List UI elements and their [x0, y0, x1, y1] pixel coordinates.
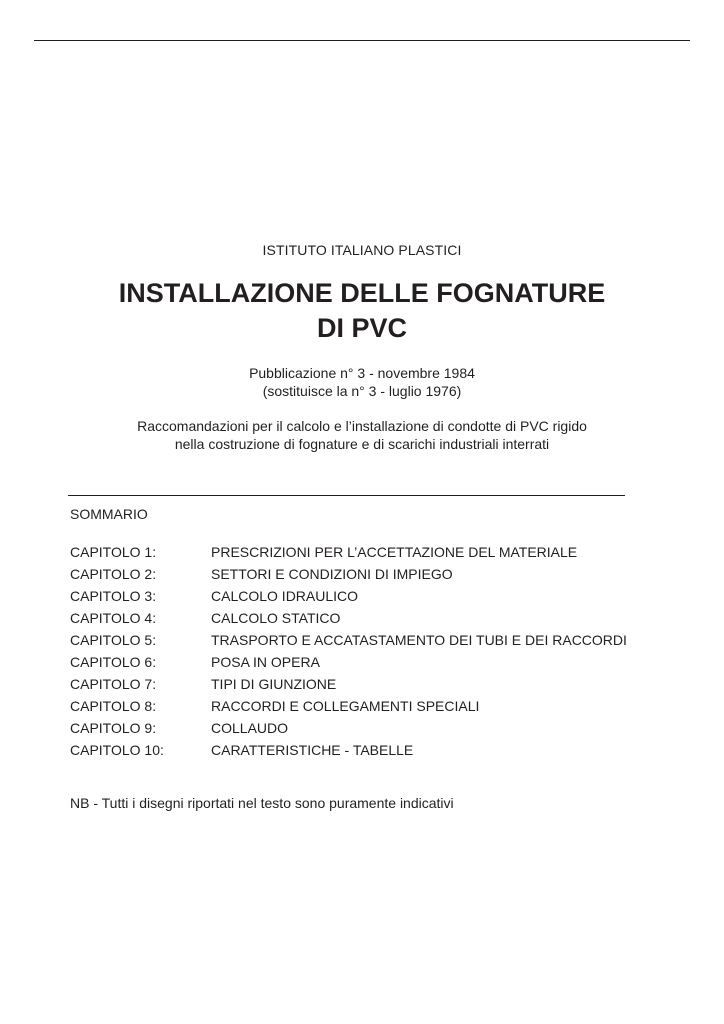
document-description [0, 417, 724, 453]
chapter-title: CARATTERISTICHE - TABELLE [211, 742, 414, 758]
toc-item [70, 719, 710, 741]
top-rule [34, 40, 690, 41]
toc-item [70, 631, 710, 653]
publication-replaces: (sostituisce la n° 3 - luglio 1976) [262, 383, 462, 399]
publisher-name: ISTITUTO ITALIANO PLASTICI [262, 242, 462, 258]
description-line-2: nella costruzione di fognature e di scarichi industriali interrati [174, 436, 550, 452]
description-line-1: Raccomandazioni per il calcolo e l’installazione di condotte di PVC rigido [137, 418, 587, 434]
chapter-label: CAPITOLO 2: [70, 566, 157, 582]
chapter-label: CAPITOLO 1: [70, 544, 157, 560]
chapter-title: CALCOLO STATICO [211, 610, 341, 626]
chapter-title: PRESCRIZIONI PER L’ACCETTAZIONE DEL MATERIALE [211, 544, 578, 560]
chapter-label: CAPITOLO 7: [70, 676, 157, 692]
chapter-label: CAPITOLO 8: [70, 698, 157, 714]
chapter-title: POSA IN OPERA [211, 654, 320, 670]
chapter-title: COLLAUDO [211, 720, 289, 736]
chapter-label: CAPITOLO 4: [70, 610, 157, 626]
toc-item [70, 741, 710, 763]
chapter-label: CAPITOLO 3: [70, 588, 157, 604]
toc-item [70, 675, 710, 697]
toc-item [70, 587, 710, 609]
chapter-label: CAPITOLO 6: [70, 654, 157, 670]
chapter-title: RACCORDI E COLLEGAMENTI SPECIALI [211, 698, 480, 714]
title-line-1: INSTALLAZIONE DELLE FOGNATURE [118, 278, 606, 308]
chapter-label: CAPITOLO 9: [70, 720, 157, 736]
chapter-title: TIPI DI GIUNZIONE [211, 676, 337, 692]
publication-number: Pubblicazione n° 3 - novembre 1984 [249, 365, 475, 381]
toc-item [70, 653, 710, 675]
publication-info [0, 364, 724, 400]
table-of-contents [70, 543, 710, 763]
section-divider [68, 495, 625, 496]
footnote: NB - Tutti i disegni riportati nel testo sono puramente indicativi [70, 795, 454, 811]
title-line-2: DI PVC [316, 313, 408, 343]
chapter-label: CAPITOLO 5: [70, 632, 157, 648]
toc-item [70, 565, 710, 587]
chapter-label: CAPITOLO 10: [70, 742, 164, 758]
chapter-title: TRASPORTO E ACCATASTAMENTO DEI TUBI E DEI RACCORDI [211, 632, 627, 648]
chapter-title: CALCOLO IDRAULICO [211, 588, 359, 604]
document-title [0, 276, 724, 346]
toc-item [70, 697, 710, 719]
chapter-title: SETTORI E CONDIZIONI DI IMPIEGO [211, 566, 453, 582]
toc-item [70, 609, 710, 631]
summary-heading: SOMMARIO [70, 506, 148, 522]
toc-item [70, 543, 710, 565]
